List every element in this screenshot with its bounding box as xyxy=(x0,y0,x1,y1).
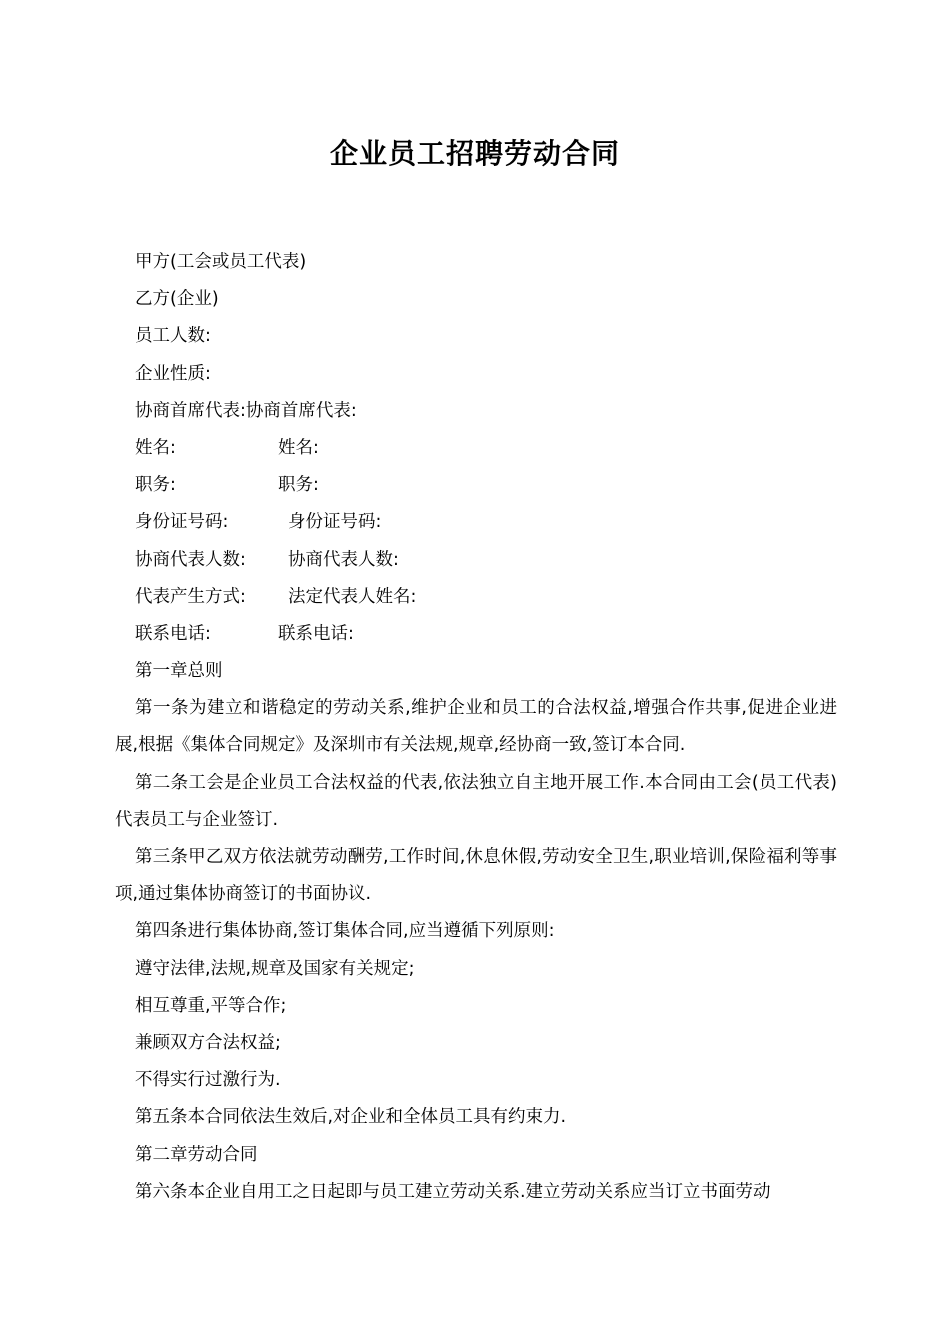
article-paragraph: 第三条甲乙双方依法就劳动酬劳,工作时间,休息休假,劳动安全卫生,职业培训,保险福利等事项,通过集体协商签订的书面协议. xyxy=(115,847,837,905)
article-paragraph: 第二条工会是企业员工合法权益的代表,依法独立自主地开展工作.本合同由工会(员工代表)代表员工与企业签订. xyxy=(115,772,837,830)
document-body xyxy=(115,244,837,1211)
party-a-line: 甲方(工会或员工代表) xyxy=(135,252,307,272)
employee-count-line: 员工人数: xyxy=(135,326,211,347)
field-pair-position xyxy=(115,467,837,504)
field-left: 职务: xyxy=(135,475,176,496)
field-right: 法定代表人姓名: xyxy=(288,586,417,607)
party-b-line: 乙方(企业) xyxy=(135,289,219,310)
chapter-heading: 第一章总则 xyxy=(135,661,223,682)
field-right: 身份证号码: xyxy=(288,512,382,533)
field-left: 联系电话: xyxy=(135,623,211,644)
field-right: 姓名: xyxy=(278,437,319,458)
field-right: 职务: xyxy=(278,475,319,496)
field-pair-id-number xyxy=(115,504,837,541)
document-title: 企业员工招聘劳动合同 xyxy=(329,137,620,170)
enterprise-nature-line: 企业性质: xyxy=(135,363,211,384)
field-left: 代表产生方式: xyxy=(135,586,246,607)
field-pair-rep-method xyxy=(115,579,837,616)
field-right: 联系电话: xyxy=(278,623,354,644)
article-paragraph: 第一条为建立和谐稳定的劳动关系,维护企业和员工的合法权益,增强合作共事,促进企业进展,根据《集体合同规定》及深圳市有关法规,规章,经协商一致,签订本合同. xyxy=(115,698,837,756)
field-left: 身份证号码: xyxy=(135,512,229,533)
article-paragraph: 第五条本合同依法生效后,对企业和全体员工具有约束力. xyxy=(135,1107,567,1128)
field-pair-rep-count xyxy=(115,542,837,579)
principle-item: 相互尊重,平等合作; xyxy=(135,995,287,1016)
chapter-heading: 第二章劳动合同 xyxy=(135,1144,258,1165)
field-right: 协商代表人数: xyxy=(288,549,399,570)
field-left: 姓名: xyxy=(135,437,176,458)
field-pair-phone xyxy=(115,616,837,653)
article-paragraph: 第六条本企业自用工之日起即与员工建立劳动关系.建立劳动关系应当订立书面劳动 xyxy=(135,1181,771,1202)
principle-item: 不得实行过激行为. xyxy=(135,1070,281,1091)
field-left: 协商代表人数: xyxy=(135,549,246,570)
article-paragraph: 第四条进行集体协商,签订集体合同,应当遵循下列原则: xyxy=(135,921,555,942)
field-pair-name xyxy=(115,430,837,467)
chief-representative-line: 协商首席代表:协商首席代表: xyxy=(135,400,357,421)
principle-item: 遵守法律,法规,规章及国家有关规定; xyxy=(135,958,415,979)
principle-item: 兼顾双方合法权益; xyxy=(135,1033,281,1054)
